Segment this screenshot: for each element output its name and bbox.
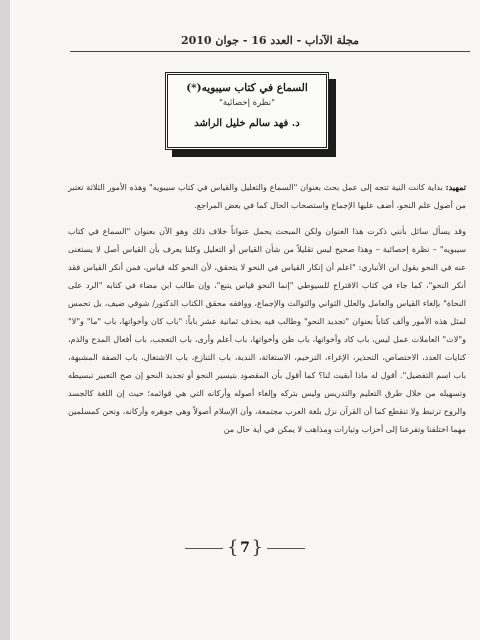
footer-divider	[267, 548, 305, 549]
paragraph-text: وقد يسأل سائل بأنني ذكرت هذا العنوان ولكن المبحث يحمل عنواناً خلاف ذلك وهو الآن بعنوان "السماع في كتاب سيبويه" – نظرة إحصائية – وهذا صحيح ليس تقليلاً من شأن القياس أو التعليل وكلنا يعرف بأن القياس أصل لا يستغنى عنه في النحو يقول ابن الأنباري: "اعلم أن إنكار القياس في النحو لا يتحقق، لأن النحو كله قياس، فمن أنكر القياس فقد أنكر النحو"، كما جاء في كتاب الاقتراح للسيوطي "إنما النحو قياس يتبع"، وإن طالب ابن مضاء في كتابه "الرد على النحاة" بإلغاء القياس والعامل والعلل الثواني والثوالث والإجماع، ووافقه محقق الكتاب الدكتور/ شوقي ضيف، بل تحمس لمثل هذه الأمور وألف كتاباً بعنوان "تجديد النحو" وطالب فيه بحذف ثمانية عشر باباً: "باب كان وأخواتها، باب "ما" و"لا" و"لات" العاملات عمل ليس، باب كاد وأخواتها، باب ظن وأخواتها، باب أعلم وأرى، باب التعجب، باب أفعال المدح والذم، كنايات العدد، الاختصاص، التحذير، الإغراء، الترخيم، الاستغاثة، الندبة، باب التنازع، باب الاشتغال، باب الصفة المشبهة، باب اسم التفضيل". أقول له ماذا أبقيت لنا؟ كما أقول بأن المقصود بتيسير النحو أو تجديد النحو إن صح التعبير تبسيطه وتسهيله من خلال طرق التعليم والتدريس وليس بتركه وإلغاء أصوله وأركانه التي هي قوائمه؛ حيث إن اللغة كالجسد والروح ترتبط ولا تنقطع كما أن القرآن نزل بلغة العرب مجتمعة، وأن الإسلام أصولاً وهي جوهره وأركانه، ونحن كمسلمين مهما اختلفنا وتفرعنا إلى أحزاب وتيارات ومذاهب لا يمكن في أية حال من	[68, 226, 466, 434]
document-page	[10, 0, 480, 640]
paragraph-text: بداية كانت النية تتجه إلى عمل بحث بعنوان "السماع والتعليل والقياس في كتاب سيبويه" وهذه الأمور الثلاثة تعتبر من أصول علم النحو، أضف عليها الإجماع واستصحاب الحال كما في بعض المراجع.	[68, 182, 466, 210]
article-subtitle: "نظرة إحصائية"	[218, 98, 276, 108]
article-body	[68, 178, 466, 446]
article-title: السماع في كتاب سيبويه(*)	[186, 82, 308, 94]
article-author: د. فهد سالم خليل الراشد	[194, 118, 300, 129]
journal-header: مجلة الآداب - العدد 16 - جوان 2010	[180, 34, 360, 47]
open-brace-ornament: {	[227, 537, 239, 558]
page-number: 7	[240, 540, 250, 556]
footer-divider	[185, 548, 223, 549]
paragraph-intro	[68, 178, 466, 214]
paragraph-lead: تمهيد:	[445, 182, 466, 192]
article-title-box	[165, 72, 329, 150]
paragraph-main	[68, 222, 466, 438]
page-footer	[185, 535, 305, 563]
header-divider	[70, 51, 470, 52]
close-brace-ornament: }	[251, 537, 263, 558]
